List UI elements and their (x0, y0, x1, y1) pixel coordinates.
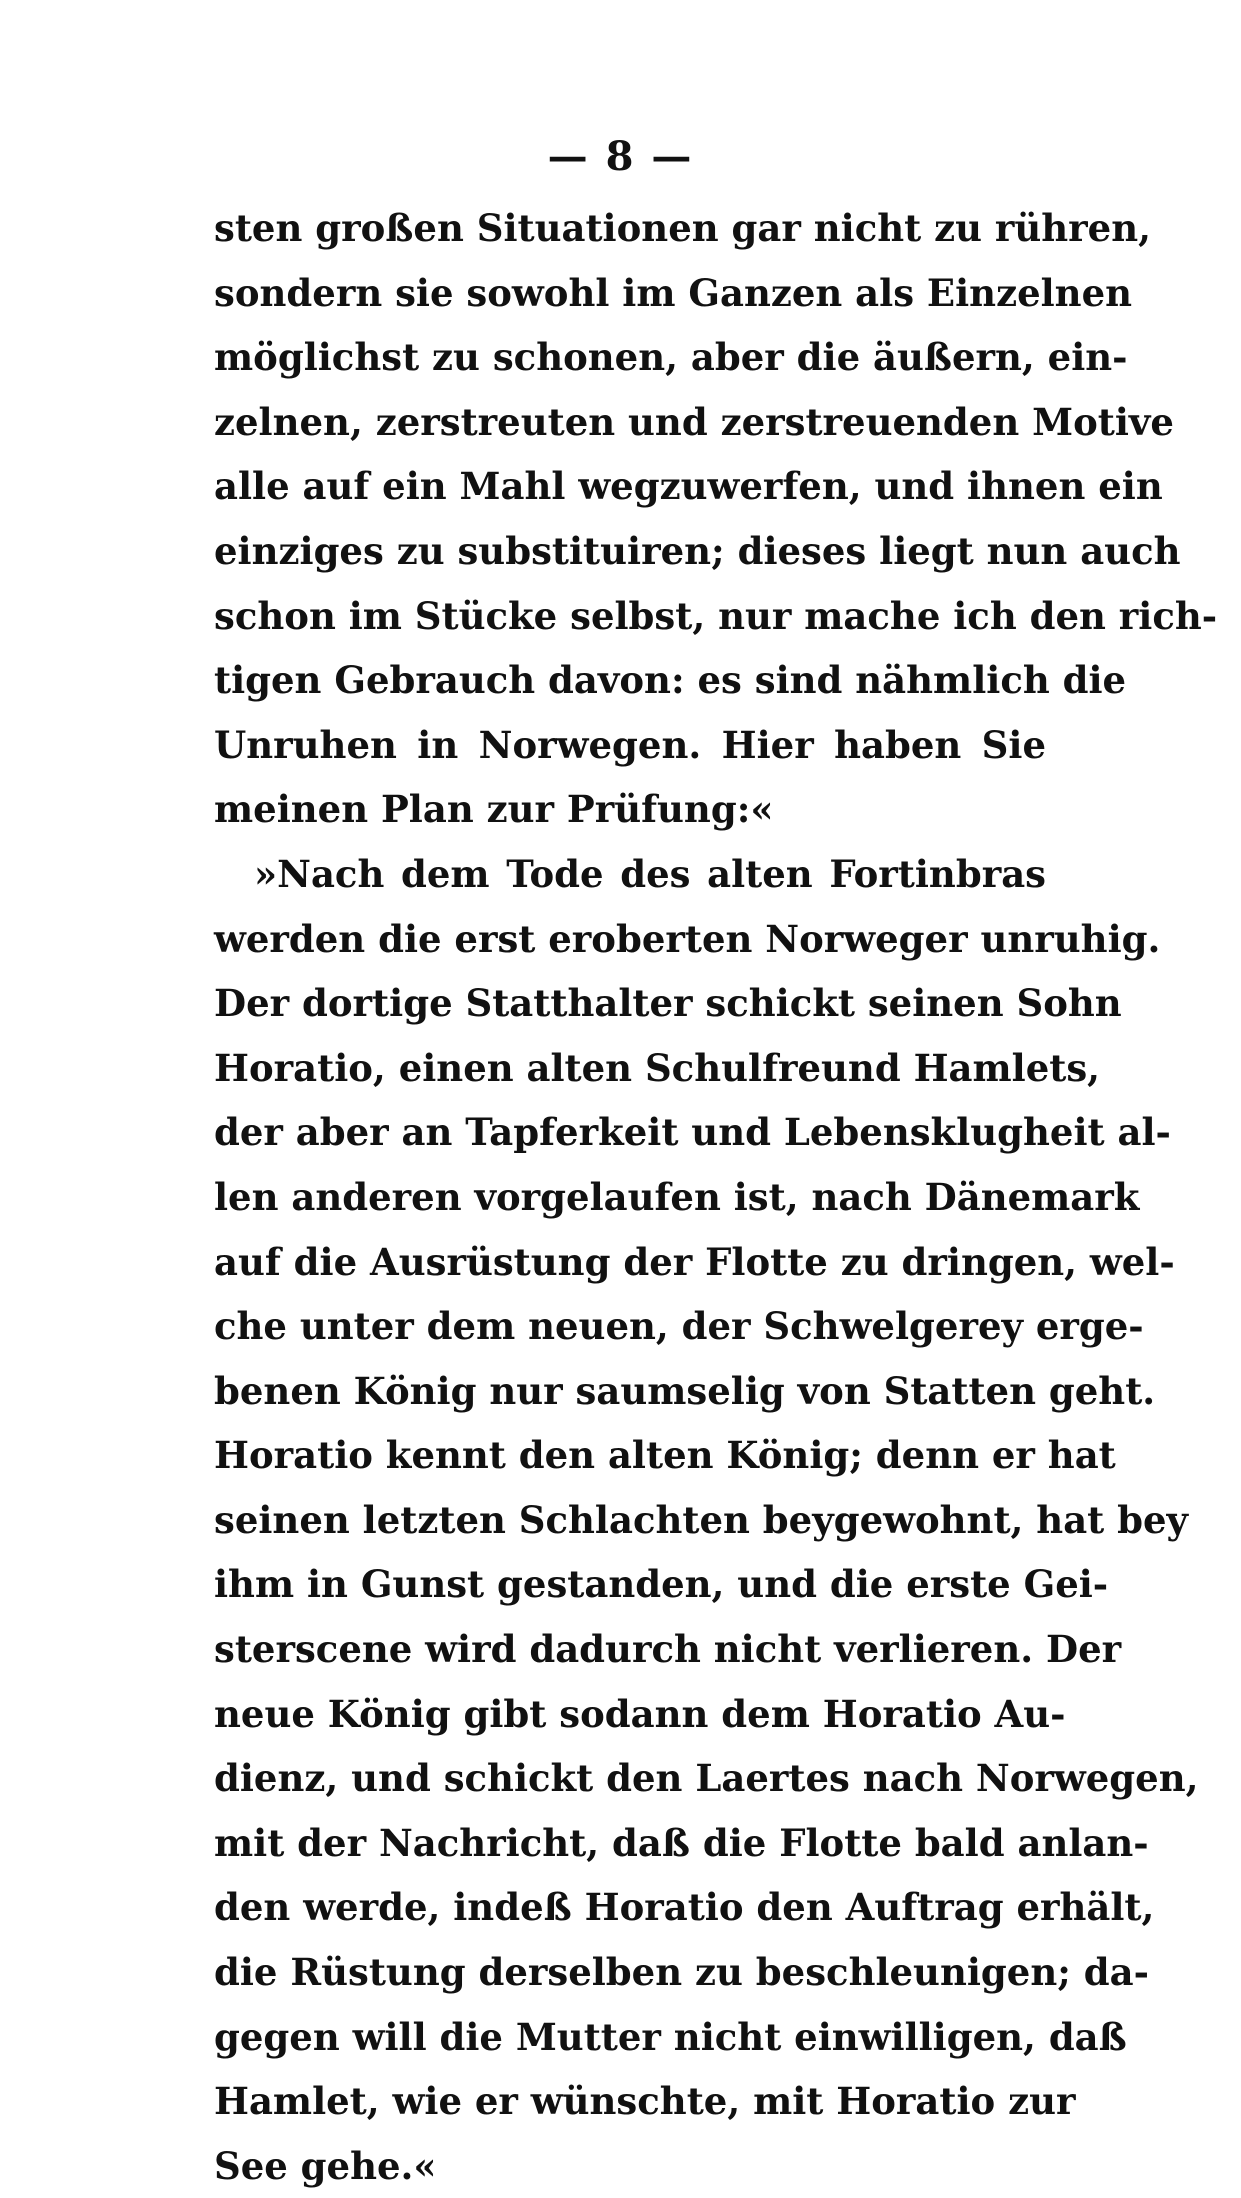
text-line: der aber an Tapferkeit und Lebensklugheit al- (214, 1110, 1171, 1155)
text-line: Der dortige Statthalter schickt seinen Sohn (214, 981, 1122, 1026)
body-text (214, 196, 1218, 2198)
text-line: möglichst zu schonen, aber die äußern, ein- (214, 335, 1128, 380)
text-line: benen König nur saumselig von Statten geht. (214, 1368, 1156, 1413)
text-line: len anderen vorgelaufen ist, nach Dänemark (214, 1174, 1140, 1219)
text-line: seinen letzten Schlachten beygewohnt, hat bey (214, 1497, 1189, 1542)
text-line: See gehe.« (214, 2143, 437, 2188)
text-line: neue König gibt sodann dem Horatio Au- (214, 1691, 1066, 1736)
text-line: schon im Stücke selbst, nur mache ich den rich- (214, 593, 1218, 638)
text-line: auf die Ausrüstung der Flotte zu dringen, wel- (214, 1239, 1175, 1284)
text-line: die Rüstung derselben zu beschleunigen; da- (214, 1950, 1149, 1995)
text-line: »Nach dem Tode des alten Fortinbras (254, 851, 1046, 896)
text-line: alle auf ein Mahl wegzuwerfen, und ihnen ein (214, 464, 1163, 509)
text-line: sterscene wird dadurch nicht verlieren. Der (214, 1627, 1122, 1672)
text-line: ihm in Gunst gestanden, und die erste Gei- (214, 1562, 1109, 1607)
text-line: einziges zu substituiren; dieses liegt nun auch (214, 528, 1181, 573)
text-line: Hamlet, wie er wünschte, mit Horatio zur (214, 2079, 1076, 2124)
text-line: dienz, und schickt den Laertes nach Norwegen, (214, 1756, 1199, 1801)
page-number: — 8 — (547, 133, 694, 180)
text-line: zelnen, zerstreuten und zerstreuenden Motive (214, 399, 1174, 444)
text-line: sten großen Situationen gar nicht zu rühren, (214, 206, 1151, 250)
text-line: tigen Gebrauch davon: es sind nähmlich die (214, 658, 1127, 703)
text-line: werden die erst eroberten Norweger unruhig. (214, 916, 1161, 961)
text-line: meinen Plan zur Prüfung:« (214, 787, 774, 832)
text-line: gegen will die Mutter nicht einwilligen, daß (214, 2014, 1127, 2059)
text-line: Horatio kennt den alten König; denn er hat (214, 1433, 1116, 1478)
text-line: sondern sie sowohl im Ganzen als Einzelnen (214, 270, 1133, 315)
text-line: den werde, indeß Horatio den Auftrag erhält, (214, 1885, 1155, 1930)
text-line: mit der Nachricht, daß die Flotte bald anlan- (214, 1820, 1149, 1865)
text-line: Unruhen in Norwegen. Hier haben Sie (214, 722, 1046, 767)
text-line: Horatio, einen alten Schulfreund Hamlets, (214, 1045, 1101, 1090)
text-line: che unter dem neuen, der Schwelgerey erge- (214, 1304, 1144, 1349)
